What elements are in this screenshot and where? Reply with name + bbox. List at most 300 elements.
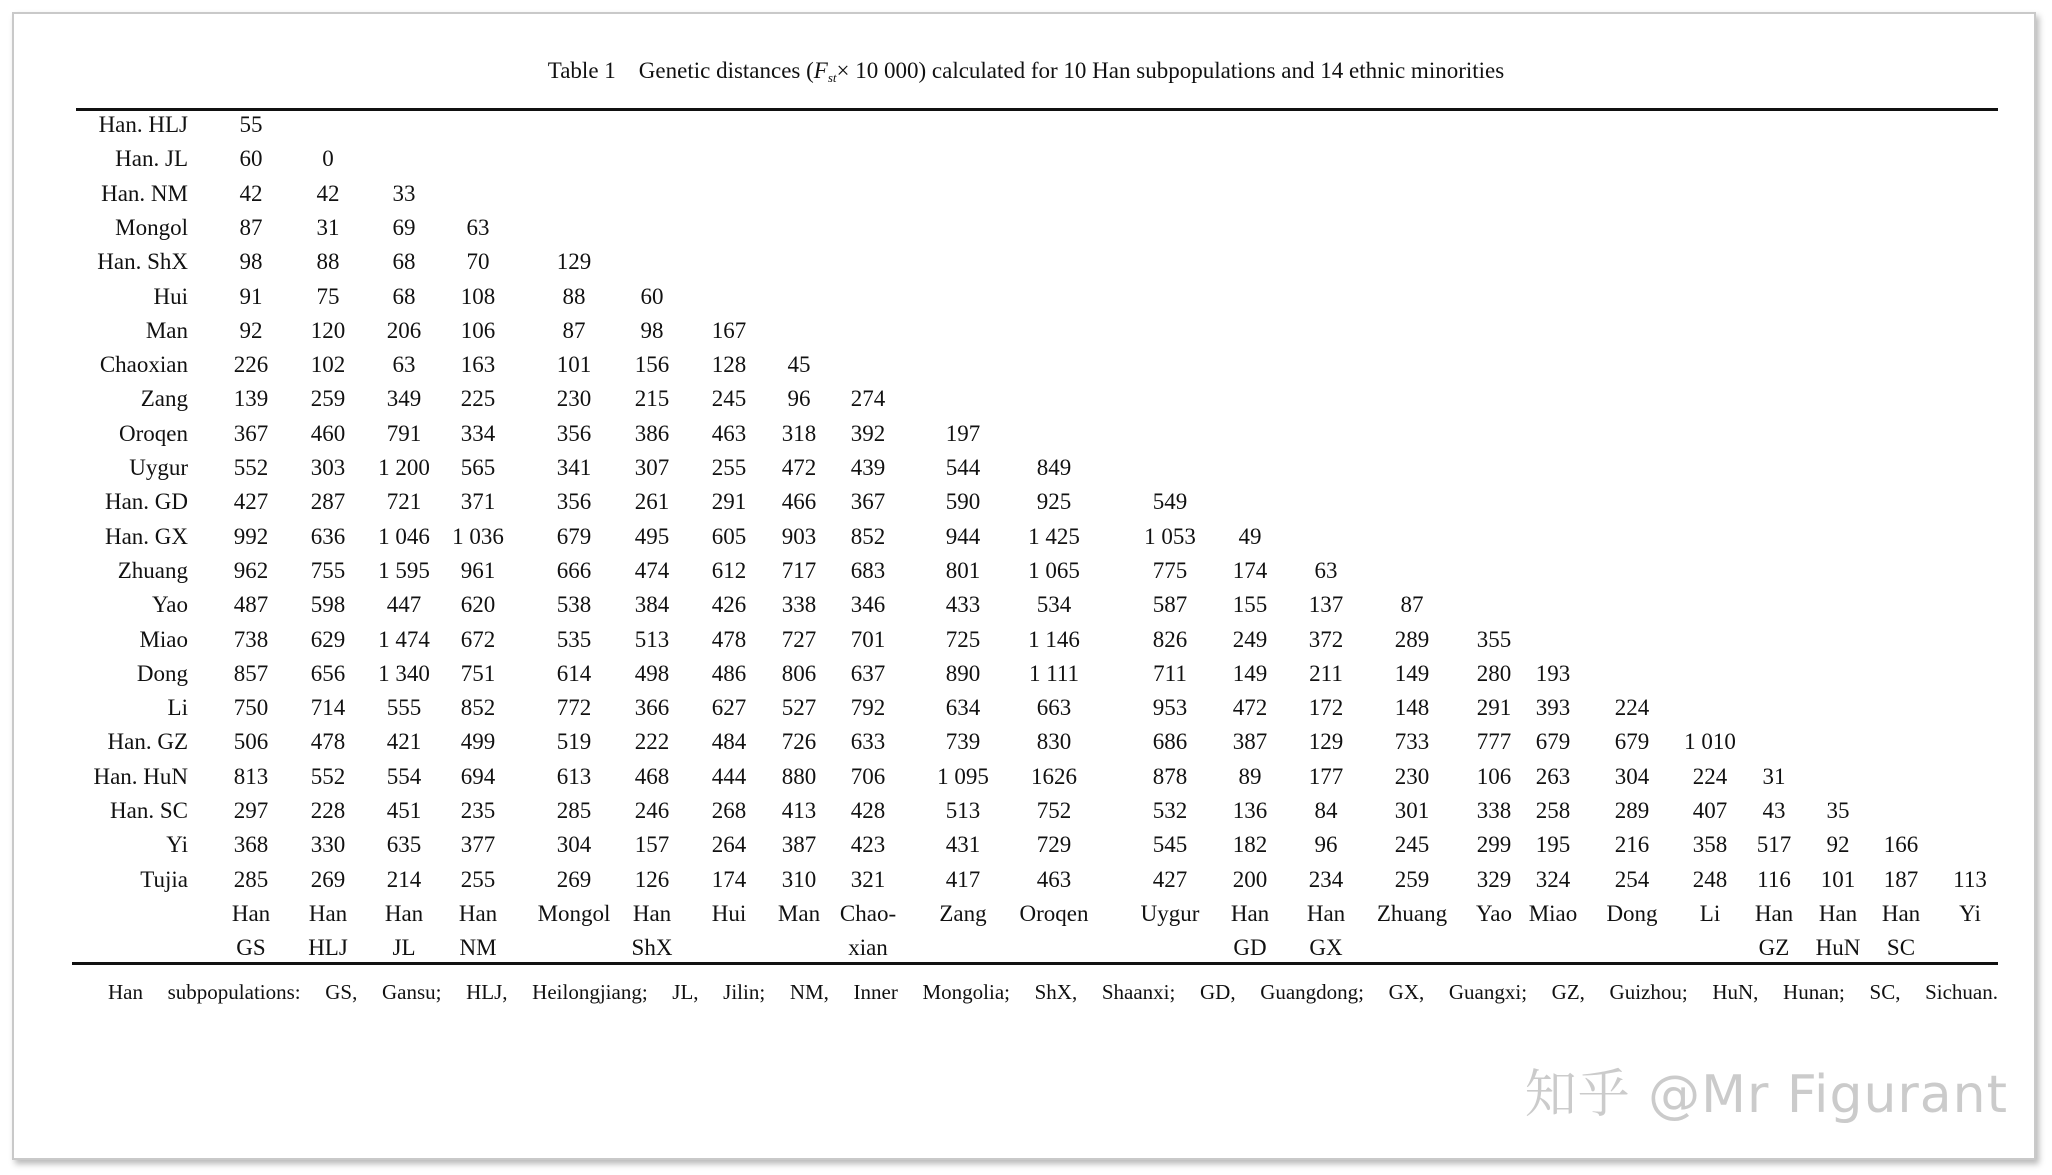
matrix-cell: 301: [1394, 798, 1430, 823]
matrix-cell: 367: [233, 420, 269, 446]
matrix-cell: 297: [233, 798, 269, 823]
column-header-line2: GD: [1233, 935, 1267, 961]
row-label: Zang: [140, 386, 188, 412]
matrix-cell: 214: [386, 866, 422, 892]
matrix-cell: 182: [1232, 832, 1268, 858]
matrix-cell: 148: [1394, 695, 1430, 721]
row-label: Mongol: [115, 214, 188, 240]
row-label: Han. NM: [101, 180, 188, 206]
matrix-cell: 633: [850, 729, 886, 755]
matrix-cell: 49: [1238, 523, 1262, 549]
column-header: Han: [384, 900, 424, 926]
matrix-cell: 614: [556, 660, 592, 686]
matrix-cell: 246: [634, 798, 670, 823]
matrix-cell: 679: [1614, 729, 1650, 755]
table-bottom-rule: [72, 962, 1998, 965]
matrix-cell: 474: [634, 557, 670, 583]
row-label: Chaoxian: [99, 352, 188, 378]
column-header-line2: GZ: [1758, 935, 1790, 961]
matrix-cell: 495: [634, 523, 670, 549]
table-top-rule: [76, 108, 1998, 111]
column-header: Han: [1881, 900, 1921, 926]
matrix-cell: 63: [466, 214, 490, 240]
matrix-cell: 235: [460, 798, 496, 823]
matrix-cell: 587: [1152, 592, 1188, 618]
matrix-cell: 349: [386, 386, 422, 412]
matrix-cell: 289: [1614, 798, 1650, 823]
matrix-cell: 620: [460, 592, 496, 618]
matrix-cell: 953: [1152, 695, 1188, 721]
matrix-cell: 372: [1308, 626, 1344, 652]
caption-prefix: Genetic distances (: [638, 58, 814, 83]
row-label: Zhuang: [117, 557, 188, 583]
matrix-cell: 155: [1232, 592, 1268, 618]
table-label: Table 1: [547, 58, 616, 83]
row-label: Han. ShX: [97, 249, 188, 275]
matrix-cell: 96: [787, 386, 811, 412]
matrix-cell: 466: [781, 489, 817, 515]
matrix-cell: 106: [1476, 763, 1512, 789]
matrix-cell: 683: [850, 557, 886, 583]
column-header: Han: [1818, 900, 1858, 926]
matrix-cell: 33: [392, 180, 416, 206]
matrix-cell: 87: [562, 317, 586, 343]
matrix-cell: 679: [556, 523, 592, 549]
matrix-cell: 215: [634, 386, 670, 412]
matrix-cell: 96: [1314, 832, 1338, 858]
matrix-cell: 377: [460, 832, 496, 858]
matrix-cell: 167: [711, 317, 747, 343]
matrix-cell: 944: [945, 523, 981, 549]
matrix-cell: 428: [850, 798, 886, 823]
matrix-cell: 31: [316, 214, 340, 240]
row-label: Han. GD: [104, 489, 188, 515]
matrix-cell: 60: [239, 146, 263, 172]
matrix-cell: 304: [1614, 763, 1650, 789]
matrix-cell: 813: [233, 763, 269, 789]
matrix-cell: 89: [1238, 763, 1262, 789]
column-header: Yao: [1475, 900, 1513, 926]
matrix-cell: 857: [233, 660, 269, 686]
matrix-cell: 801: [945, 557, 981, 583]
matrix-cell: 166: [1883, 832, 1919, 858]
matrix-cell: 299: [1476, 832, 1512, 858]
matrix-cell: 1 111: [1028, 660, 1080, 686]
row-label: Yao: [151, 592, 188, 618]
matrix-cell: 174: [1232, 557, 1268, 583]
matrix-cell: 426: [711, 592, 747, 618]
matrix-cell: 417: [945, 866, 981, 892]
matrix-cell: 330: [310, 832, 346, 858]
matrix-cell: 43: [1762, 798, 1786, 823]
column-header: Han: [1230, 900, 1270, 926]
matrix-cell: 386: [634, 420, 670, 446]
matrix-cell: 291: [1476, 695, 1512, 721]
matrix-cell: 84: [1314, 798, 1338, 823]
matrix-cell: 427: [1152, 866, 1188, 892]
column-header: Uygur: [1140, 900, 1200, 926]
matrix-cell: 498: [634, 660, 670, 686]
matrix-cell: 92: [1826, 832, 1850, 858]
matrix-cell: 384: [634, 592, 670, 618]
matrix-cell: 70: [466, 249, 490, 275]
column-header: Zhuang: [1376, 900, 1448, 926]
matrix-cell: 755: [310, 557, 346, 583]
matrix-cell: 224: [1614, 695, 1650, 721]
matrix-cell: 366: [634, 695, 670, 721]
matrix-cell: 962: [233, 557, 269, 583]
matrix-cell: 106: [460, 317, 496, 343]
matrix-cell: 772: [556, 695, 592, 721]
matrix-cell: 177: [1308, 763, 1344, 789]
matrix-cell: 68: [392, 283, 416, 309]
matrix-cell: 129: [1308, 729, 1344, 755]
matrix-cell: 356: [556, 420, 592, 446]
column-header-line2: SC: [1886, 935, 1916, 961]
matrix-cell: 451: [386, 798, 422, 823]
matrix-cell: 478: [310, 729, 346, 755]
matrix-cell: 666: [556, 557, 592, 583]
matrix-cell: 519: [556, 729, 592, 755]
column-header-line2: GX: [1309, 935, 1343, 961]
matrix-cell: 285: [556, 798, 592, 823]
matrix-cell: 102: [310, 352, 346, 378]
matrix-cell: 338: [1476, 798, 1512, 823]
column-header-line2: NM: [459, 935, 497, 961]
matrix-cell: 423: [850, 832, 886, 858]
matrix-cell: 269: [556, 866, 592, 892]
matrix-cell: 1 036: [452, 523, 504, 549]
row-label: Han. SC: [110, 798, 188, 823]
matrix-cell: 392: [850, 420, 886, 446]
matrix-cell: 258: [1535, 798, 1571, 823]
matrix-cell: 472: [1232, 695, 1268, 721]
matrix-cell: 706: [850, 763, 886, 789]
column-header: Han: [1306, 900, 1346, 926]
matrix-cell: 487: [233, 592, 269, 618]
matrix-cell: 463: [711, 420, 747, 446]
matrix-cell: 307: [634, 455, 670, 480]
matrix-cell: 513: [634, 626, 670, 652]
matrix-cell: 1 065: [1028, 557, 1080, 583]
matrix-cell: 156: [634, 352, 670, 378]
matrix-cell: 88: [316, 249, 340, 275]
column-header: Dong: [1606, 900, 1658, 926]
matrix-cell: 211: [1309, 660, 1343, 686]
matrix-cell: 1 053: [1144, 523, 1196, 549]
column-header: Hui: [711, 900, 747, 926]
matrix-cell: 506: [233, 729, 269, 755]
matrix-cell: 174: [711, 866, 747, 892]
matrix-cell: 590: [945, 489, 981, 515]
matrix-cell: 129: [556, 249, 592, 275]
matrix-cell: 98: [239, 249, 263, 275]
matrix-cell: 60: [640, 283, 664, 309]
column-header: Han: [1754, 900, 1794, 926]
matrix-cell: 1 046: [378, 523, 430, 549]
matrix-cell: 91: [239, 283, 263, 309]
matrix-cell: 31: [1762, 763, 1786, 789]
matrix-cell: 711: [1153, 660, 1187, 686]
table-footnote: Han subpopulations: GS, Gansu; HLJ, Heilongjiang; JL, Jilin; NM, Inner Mongolia; ShX, Shaanxi; GD, Guangdong; GX, Guangxi; GZ, Guizhou; HuN, Hunan; SC, Sichuan.: [108, 980, 1998, 1004]
matrix-cell: 338: [781, 592, 817, 618]
matrix-cell: 63: [1314, 557, 1338, 583]
matrix-cell: 527: [781, 695, 817, 721]
matrix-cell: 637: [850, 660, 886, 686]
column-header: Han: [458, 900, 498, 926]
matrix-cell: 334: [460, 420, 496, 446]
matrix-cell: 206: [386, 317, 422, 343]
matrix-cell: 356: [556, 489, 592, 515]
matrix-cell: 407: [1692, 798, 1728, 823]
column-header-line2: GS: [236, 935, 266, 961]
matrix-cell: 126: [634, 866, 670, 892]
matrix-cell: 321: [850, 866, 886, 892]
column-header: Han: [632, 900, 672, 926]
matrix-cell: 447: [386, 592, 422, 618]
matrix-cell: 393: [1535, 695, 1571, 721]
matrix-cell: 87: [239, 214, 263, 240]
matrix-cell: 101: [1820, 866, 1856, 892]
column-header: Zang: [939, 900, 987, 926]
column-header: Han: [231, 900, 271, 926]
matrix-cell: 245: [711, 386, 747, 412]
matrix-cell: 686: [1152, 729, 1188, 755]
matrix-cell: 0: [322, 146, 334, 172]
row-label: Han. HuN: [93, 763, 188, 789]
matrix-cell: 195: [1535, 832, 1571, 858]
matrix-cell: 717: [781, 557, 817, 583]
matrix-cell: 224: [1692, 763, 1728, 789]
column-header-line2: xian: [848, 935, 888, 961]
row-label: Tujia: [140, 866, 188, 892]
matrix-cell: 721: [386, 489, 422, 515]
matrix-cell: 544: [945, 455, 981, 480]
matrix-cell: 98: [640, 317, 664, 343]
matrix-cell: 613: [556, 763, 592, 789]
matrix-cell: 289: [1394, 626, 1430, 652]
row-label: Oroqen: [119, 420, 188, 446]
matrix-cell: 554: [386, 763, 422, 789]
matrix-cell: 612: [711, 557, 747, 583]
table-caption: [0, 58, 2052, 86]
fst-symbol: F: [813, 58, 828, 83]
matrix-cell: 725: [945, 626, 981, 652]
caption-suffix: × 10 000) calculated for 10 Han subpopulations and 14 ethnic minorities: [836, 58, 1505, 83]
matrix-cell: 68: [392, 249, 416, 275]
matrix-cell: 367: [850, 489, 886, 515]
matrix-cell: 245: [1394, 832, 1430, 858]
matrix-cell: 149: [1394, 660, 1430, 686]
column-header-line2: HLJ: [308, 935, 348, 961]
matrix-cell: 248: [1692, 866, 1728, 892]
matrix-cell: 880: [781, 763, 817, 789]
matrix-cell: 484: [711, 729, 747, 755]
matrix-cell: 149: [1232, 660, 1268, 686]
matrix-cell: 925: [1036, 489, 1072, 515]
matrix-cell: 679: [1535, 729, 1571, 755]
matrix-cell: 324: [1535, 866, 1571, 892]
column-header: Yi: [1959, 900, 1981, 926]
matrix-cell: 108: [460, 283, 496, 309]
matrix-cell: 849: [1036, 455, 1072, 480]
matrix-cell: 532: [1152, 798, 1188, 823]
matrix-cell: 752: [1036, 798, 1072, 823]
row-label: Hui: [153, 283, 188, 309]
matrix-cell: 387: [781, 832, 817, 858]
matrix-cell: 291: [711, 489, 747, 515]
matrix-cell: 751: [460, 660, 496, 686]
matrix-cell: 549: [1152, 489, 1188, 515]
matrix-cell: 1626: [1031, 763, 1077, 789]
matrix-cell: 852: [850, 523, 886, 549]
matrix-cell: 263: [1535, 763, 1571, 789]
matrix-cell: 750: [233, 695, 269, 721]
column-header: Man: [777, 900, 821, 926]
matrix-cell: 791: [386, 420, 422, 446]
matrix-cell: 636: [310, 523, 346, 549]
matrix-cell: 387: [1232, 729, 1268, 755]
matrix-cell: 439: [850, 455, 886, 480]
matrix-cell: 136: [1232, 798, 1268, 823]
matrix-cell: 63: [392, 352, 416, 378]
row-label: Han. JL: [115, 146, 188, 172]
matrix-cell: 903: [781, 523, 817, 549]
matrix-cell: 629: [310, 626, 346, 652]
matrix-cell: 280: [1476, 660, 1512, 686]
matrix-cell: 431: [945, 832, 981, 858]
matrix-cell: 255: [460, 866, 496, 892]
matrix-cell: 634: [945, 695, 981, 721]
row-label: Dong: [136, 660, 188, 686]
matrix-cell: 197: [945, 420, 981, 446]
matrix-cell: 318: [781, 420, 817, 446]
matrix-cell: 329: [1476, 866, 1512, 892]
matrix-cell: 472: [781, 455, 817, 480]
matrix-cell: 878: [1152, 763, 1188, 789]
matrix-cell: 890: [945, 660, 981, 686]
matrix-cell: 478: [711, 626, 747, 652]
matrix-cell: 226: [233, 352, 269, 378]
matrix-cell: 777: [1476, 729, 1512, 755]
matrix-cell: 792: [850, 695, 886, 721]
matrix-cell: 992: [233, 523, 269, 549]
matrix-cell: 157: [634, 832, 670, 858]
matrix-cell: 341: [556, 455, 592, 480]
matrix-cell: 92: [239, 317, 263, 343]
matrix-cell: 113: [1953, 866, 1987, 892]
matrix-cell: 565: [460, 455, 496, 480]
matrix-cell: 726: [781, 729, 817, 755]
matrix-cell: 1 146: [1028, 626, 1080, 652]
matrix-cell: 101: [556, 352, 592, 378]
matrix-cell: 75: [316, 283, 340, 309]
matrix-cell: 463: [1036, 866, 1072, 892]
matrix-cell: 460: [310, 420, 346, 446]
row-label: Li: [167, 695, 188, 721]
matrix-cell: 88: [562, 283, 586, 309]
matrix-cell: 1 474: [378, 626, 430, 652]
matrix-cell: 120: [310, 317, 346, 343]
matrix-cell: 287: [310, 489, 346, 515]
column-header: Han: [308, 900, 348, 926]
matrix-cell: 222: [634, 729, 670, 755]
matrix-cell: 35: [1826, 798, 1850, 823]
matrix-cell: 1 425: [1028, 523, 1080, 549]
matrix-cell: 310: [781, 866, 817, 892]
matrix-cell: 346: [850, 592, 886, 618]
matrix-cell: 268: [711, 798, 747, 823]
matrix-cell: 225: [460, 386, 496, 412]
matrix-cell: 355: [1476, 626, 1512, 652]
matrix-cell: 1 595: [378, 557, 430, 583]
matrix-cell: 538: [556, 592, 592, 618]
matrix-cell: 656: [310, 660, 346, 686]
matrix-cell: 427: [233, 489, 269, 515]
matrix-cell: 545: [1152, 832, 1188, 858]
zhihu-watermark: 知乎 @Mr Figurant: [1524, 1065, 2008, 1125]
matrix-cell: 627: [711, 695, 747, 721]
matrix-cell: 234: [1308, 866, 1344, 892]
matrix-cell: 517: [1756, 832, 1792, 858]
matrix-cell: 255: [711, 455, 747, 480]
row-label: Han. HLJ: [98, 112, 188, 137]
matrix-cell: 486: [711, 660, 747, 686]
row-label: Han. GX: [104, 523, 188, 549]
matrix-cell: 552: [310, 763, 346, 789]
row-label: Miao: [139, 626, 188, 652]
matrix-cell: 216: [1614, 832, 1650, 858]
row-label: Yi: [166, 832, 188, 858]
matrix-cell: 230: [556, 386, 592, 412]
column-header: Mongol: [537, 900, 611, 926]
matrix-cell: 139: [233, 386, 269, 412]
matrix-cell: 261: [634, 489, 670, 515]
matrix-cell: 733: [1394, 729, 1430, 755]
matrix-cell: 42: [316, 180, 340, 206]
matrix-cell: 598: [310, 592, 346, 618]
matrix-cell: 444: [711, 763, 747, 789]
row-label: Han. GZ: [107, 729, 188, 755]
matrix-cell: 738: [233, 626, 269, 652]
matrix-cell: 116: [1757, 866, 1791, 892]
column-header: Miao: [1528, 900, 1578, 926]
matrix-cell: 555: [386, 695, 422, 721]
row-label: Uygur: [129, 455, 188, 480]
matrix-cell: 230: [1394, 763, 1430, 789]
matrix-cell: 1 095: [937, 763, 989, 789]
matrix-cell: 535: [556, 626, 592, 652]
matrix-cell: 852: [460, 695, 496, 721]
matrix-cell: 499: [460, 729, 496, 755]
column-header: Oroqen: [1019, 900, 1089, 926]
matrix-cell: 468: [634, 763, 670, 789]
column-header-line2: JL: [392, 935, 416, 961]
matrix-cell: 534: [1036, 592, 1072, 618]
matrix-cell: 304: [556, 832, 592, 858]
matrix-cell: 228: [310, 798, 346, 823]
matrix-cell: 55: [239, 112, 263, 137]
matrix-cell: 701: [850, 626, 886, 652]
fst-subscript: st: [827, 70, 837, 85]
matrix-cell: 45: [787, 352, 811, 378]
matrix-cell: 729: [1036, 832, 1072, 858]
matrix-cell: 775: [1152, 557, 1188, 583]
matrix-cell: 128: [711, 352, 747, 378]
matrix-cell: 303: [310, 455, 346, 480]
matrix-cell: 663: [1036, 695, 1072, 721]
matrix-cell: 163: [460, 352, 496, 378]
